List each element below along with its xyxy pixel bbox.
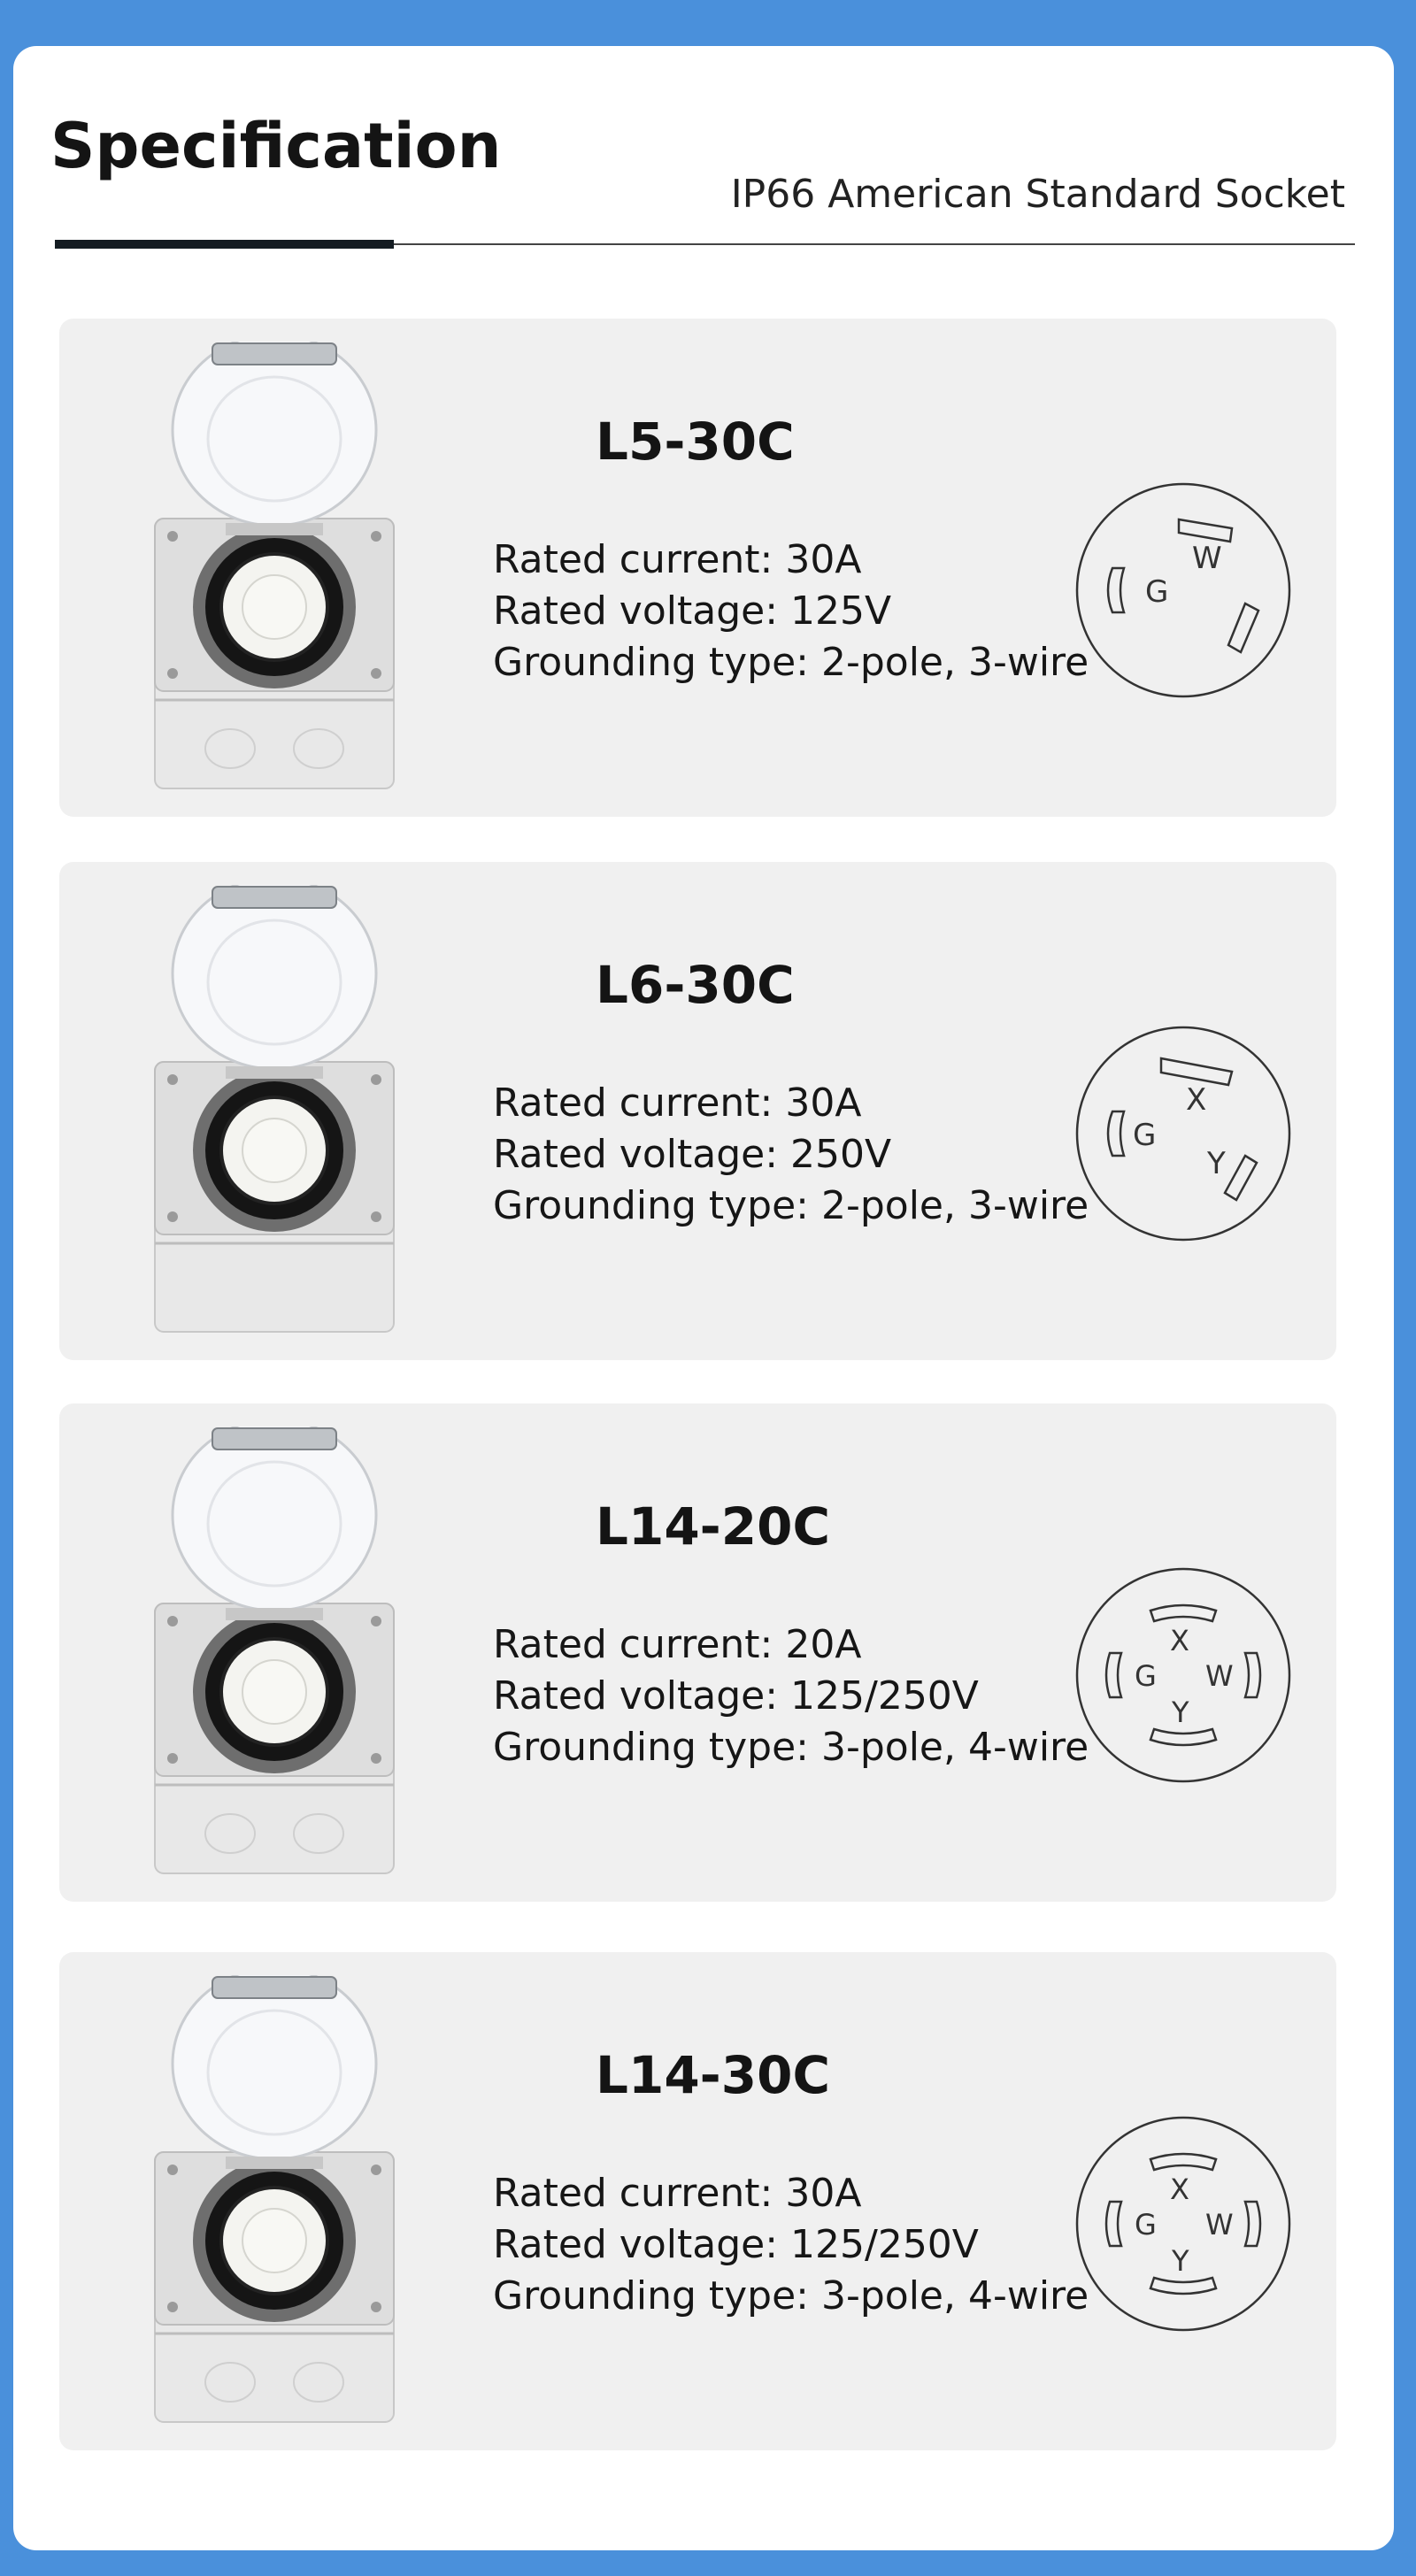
product-card-l6-30c [59, 862, 1336, 1360]
model-name: L6-30C [596, 955, 795, 1015]
terminal-label: G [1133, 1118, 1157, 1153]
model-name: L5-30C [596, 411, 795, 472]
terminal-label: X [1170, 1624, 1189, 1657]
socket-product-image [146, 342, 403, 802]
pin-layout-diagram [1073, 2113, 1294, 2334]
terminal-label: Y [1172, 2244, 1189, 2278]
grounding-type: Grounding type: 3-pole, 4-wire [493, 1725, 1089, 1770]
socket-product-image [146, 1975, 403, 2435]
rated-voltage: Rated voltage: 125/250V [493, 2222, 979, 2267]
product-card-l14-30c [59, 1952, 1336, 2450]
rated-current: Rated current: 20A [493, 1622, 862, 1667]
rated-voltage: Rated voltage: 250V [493, 1132, 892, 1177]
terminal-label: Y [1172, 1696, 1189, 1729]
terminal-label: X [1170, 2172, 1189, 2206]
grounding-type: Grounding type: 2-pole, 3-wire [493, 1183, 1089, 1228]
rated-current: Rated current: 30A [493, 537, 862, 582]
model-name: L14-30C [596, 2045, 831, 2105]
pin-layout-diagram [1073, 1565, 1294, 1786]
terminal-label: G [1145, 574, 1169, 610]
socket-product-image [146, 885, 403, 1345]
terminal-label: G [1135, 2208, 1157, 2242]
rated-voltage: Rated voltage: 125V [493, 588, 892, 634]
page-title: Specification [50, 110, 502, 182]
model-name: L14-20C [596, 1496, 831, 1557]
title-underline [55, 240, 394, 249]
terminal-label: W [1192, 541, 1222, 576]
spec-list [493, 1619, 1089, 1773]
grounding-type: Grounding type: 2-pole, 3-wire [493, 640, 1089, 685]
pin-layout-diagram [1073, 1023, 1294, 1244]
spec-list [493, 1078, 1089, 1232]
spec-list [493, 2168, 1089, 2322]
terminal-label: W [1205, 1659, 1234, 1693]
rated-current: Rated current: 30A [493, 1080, 862, 1126]
pin-layout-diagram [1073, 480, 1294, 701]
terminal-label: X [1186, 1082, 1207, 1118]
rated-voltage: Rated voltage: 125/250V [493, 1673, 979, 1719]
spec-list [493, 534, 1089, 688]
socket-product-image [146, 1426, 403, 1887]
page-subtitle: IP66 American Standard Socket [730, 172, 1345, 217]
product-card-l14-20c [59, 1403, 1336, 1902]
terminal-label: W [1205, 2208, 1234, 2242]
terminal-label: G [1135, 1659, 1157, 1693]
rated-current: Rated current: 30A [493, 2171, 862, 2216]
product-card-l5-30c [59, 319, 1336, 817]
terminal-label: Y [1207, 1146, 1226, 1181]
grounding-type: Grounding type: 3-pole, 4-wire [493, 2273, 1089, 2318]
